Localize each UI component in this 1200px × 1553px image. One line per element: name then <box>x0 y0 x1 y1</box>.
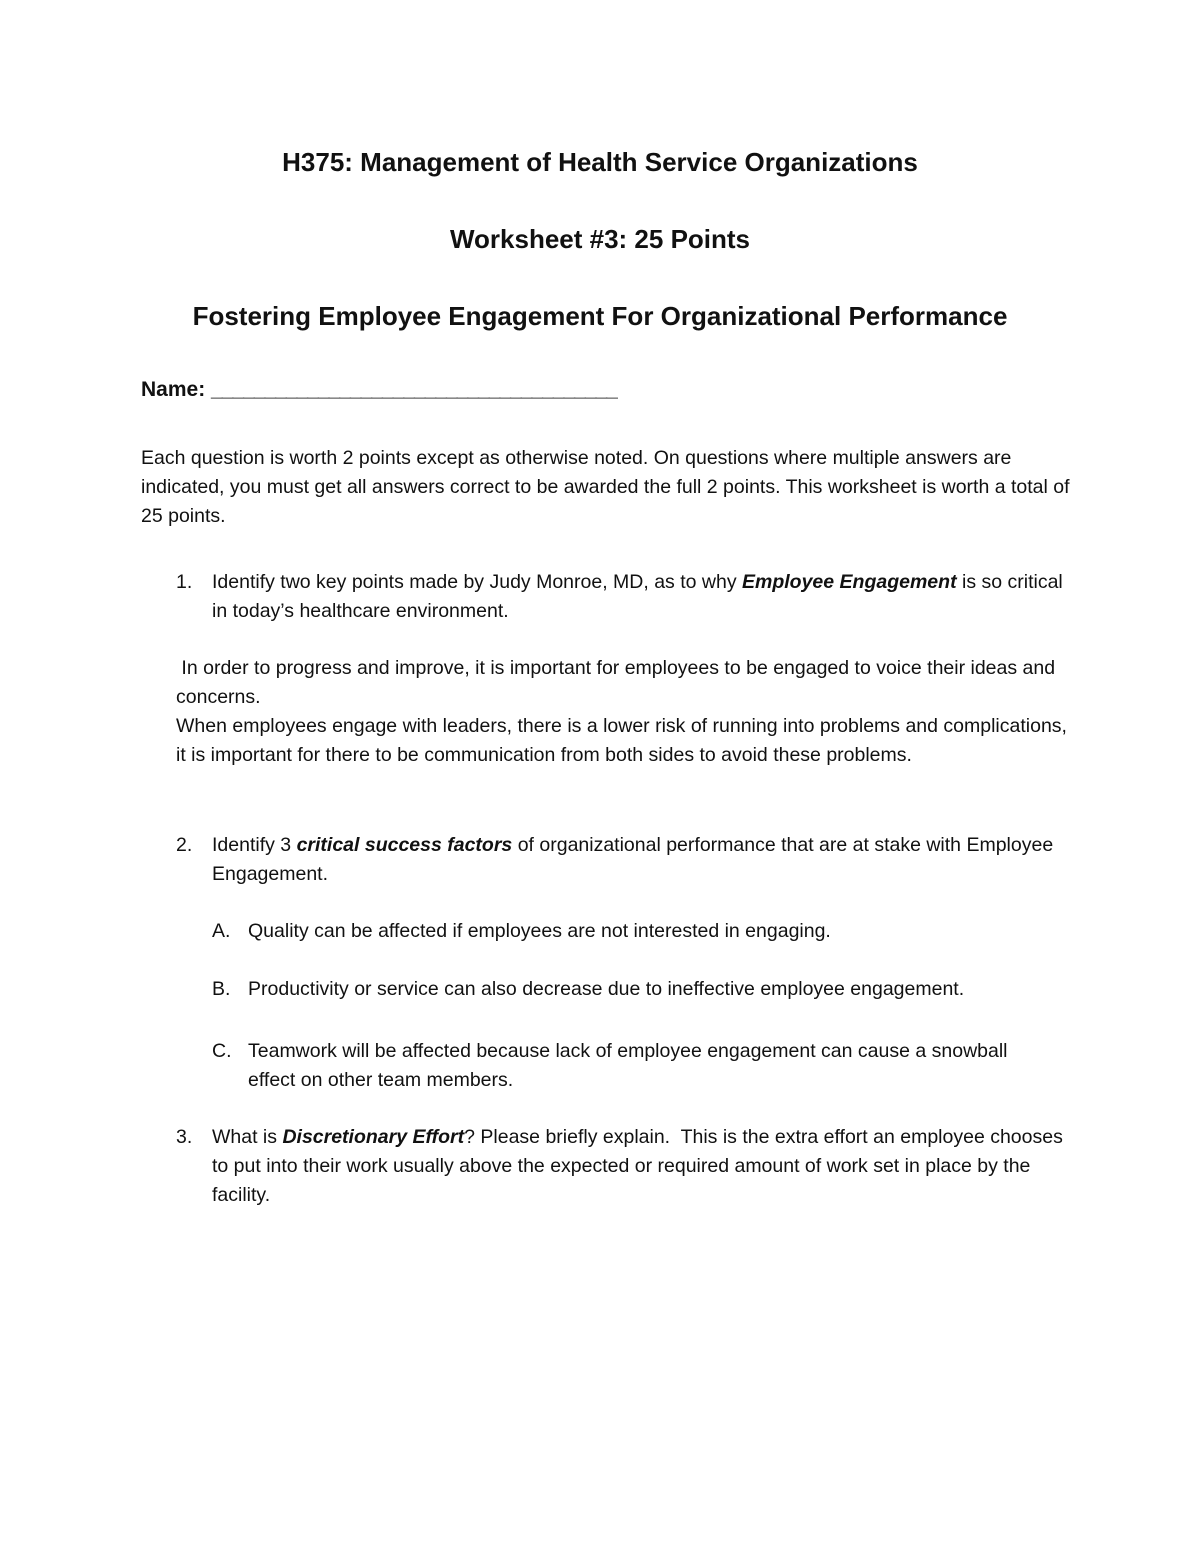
instructions: Each question is worth 2 points except as otherwise noted. On questions where multiple answers are indicated, you must get all answers correct to be awarded the full 2 points. This worksheet is worth a total of 25 points. <box>141 447 1070 527</box>
answer-line: When employees engage with leaders, there is a lower risk of running into problems and complications, it is important for there to be communication from both sides to avoid these problems. <box>176 715 1067 766</box>
question-emphasis: Discretionary Effort <box>282 1126 465 1148</box>
question-number: 3. <box>176 1126 193 1148</box>
name-label: Name: <box>141 378 206 401</box>
question-1-answer <box>176 654 1076 770</box>
question-text <box>212 1123 1072 1210</box>
question-text <box>212 568 1072 626</box>
question-emphasis: critical success factors <box>296 834 513 856</box>
question-text-part: ? Please briefly explain. This is the extra effort an employee chooses to put into their work usually above the expected or required amount of work set in place by the facility. <box>212 1126 1069 1206</box>
name-blank-line: ______________________________________ <box>211 378 617 401</box>
option-letter: C. <box>212 1040 232 1062</box>
question-text-part: of organizational performance that are at stake with Employee Engagement. <box>212 834 1054 885</box>
course-title: H375: Management of Health Service Organizations <box>282 147 918 177</box>
worksheet-title: Worksheet #3: 25 Points <box>449 224 751 254</box>
option-text: Quality can be affected if employees are not interested in engaging. <box>248 920 831 942</box>
question-text-part: is so critical in today’s healthcare environment. <box>212 571 1063 622</box>
question-text-part: What is <box>212 1126 283 1148</box>
name-field <box>141 375 617 405</box>
question-text-part: Identify two key points made by Judy Monroe, MD, as to why <box>212 571 742 593</box>
topic-title: Fostering Employee Engagement For Organizational Performance <box>192 301 1008 331</box>
option-text: Teamwork will be affected because lack of employee engagement can cause a snowball effect on other team members. <box>248 1040 1008 1091</box>
answer-line: In order to progress and improve, it is important for employees to be engaged to voice their ideas and concerns. <box>176 657 1061 708</box>
question-text <box>212 831 1072 889</box>
option-text: Productivity or service can also decrease due to ineffective employee engagement. <box>248 978 965 1000</box>
question-number: 2. <box>176 834 193 856</box>
option-letter: A. <box>212 920 231 942</box>
question-emphasis: Employee Engagement <box>742 571 957 593</box>
question-text-part: Identify 3 <box>212 834 297 856</box>
question-number: 1. <box>176 571 193 593</box>
option-letter: B. <box>212 978 231 1000</box>
